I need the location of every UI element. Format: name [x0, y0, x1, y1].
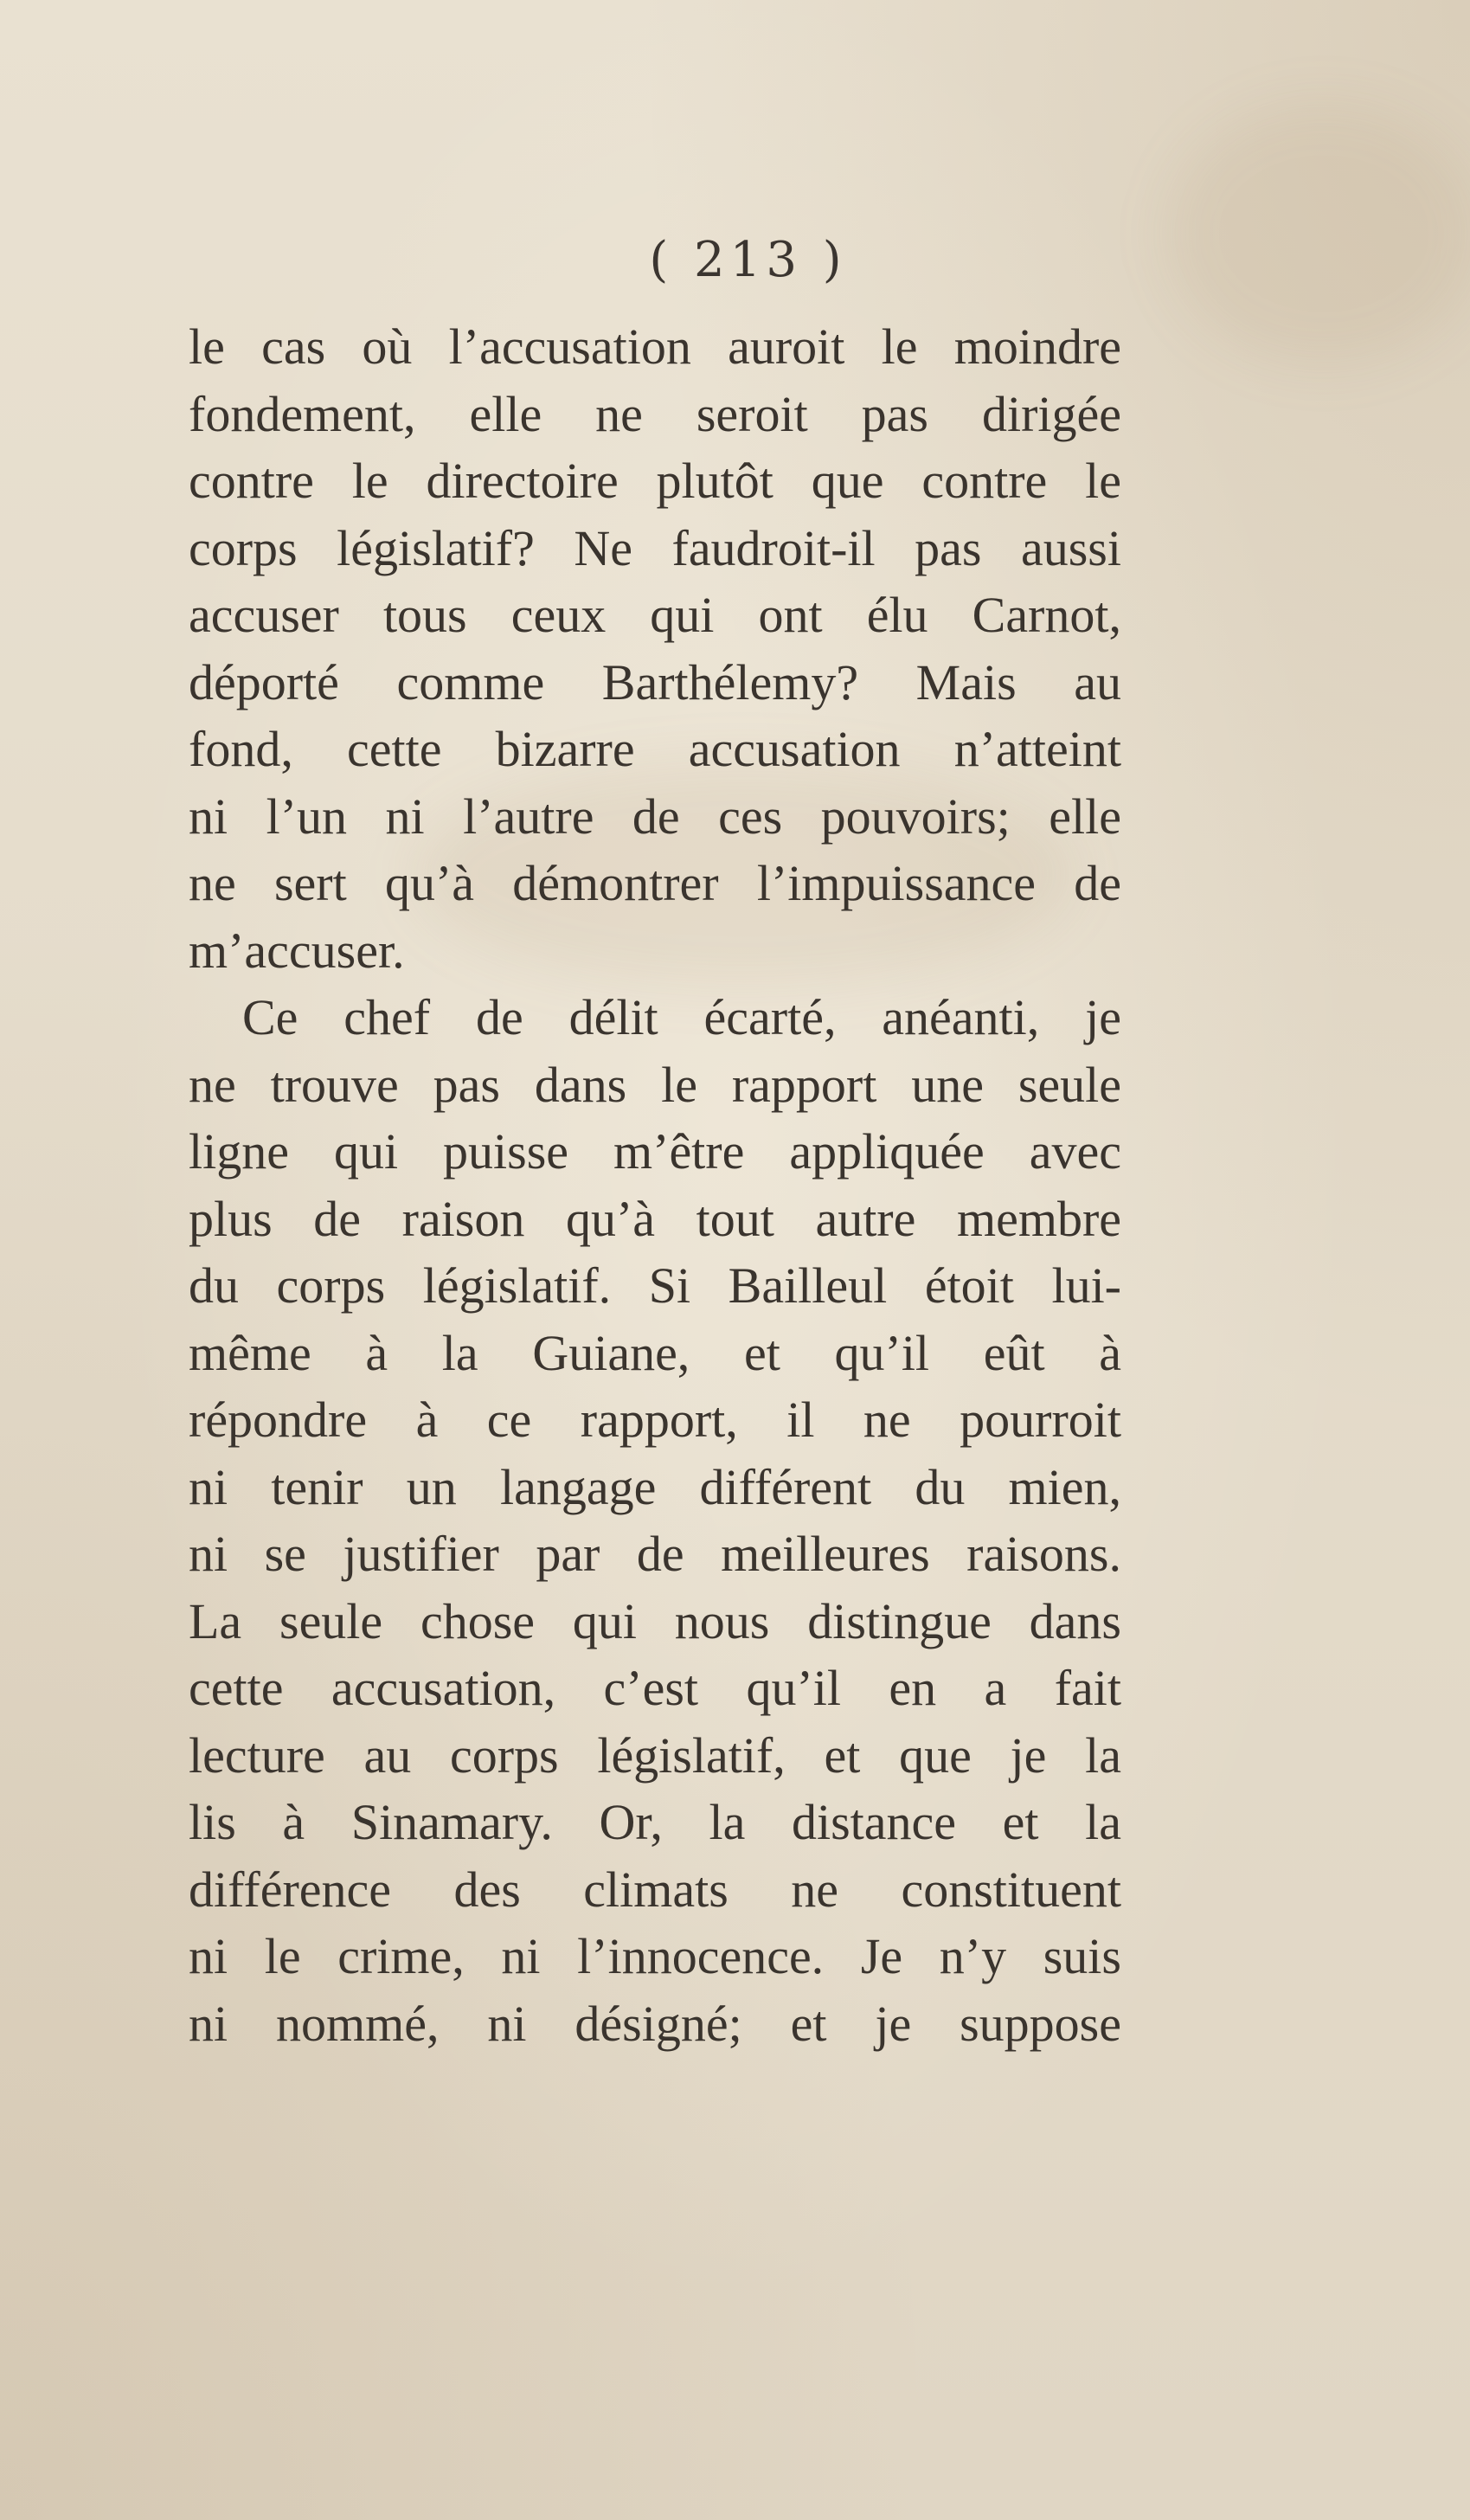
text-line: plus de raison qu’à tout autre membre: [189, 1190, 1121, 1247]
paragraph-start-line: Ce chef de délit écarté, anéanti, je: [242, 989, 1121, 1045]
page-number: ( 213 ): [649, 232, 847, 288]
text-line: du corps législatif. Si Bailleul étoit lui-: [189, 1257, 1121, 1314]
text-line: même à la Guiane, et qu’il eût à: [189, 1324, 1121, 1381]
text-line: différence des climats ne constituent: [189, 1861, 1121, 1918]
text-line: déporté comme Barthélemy? Mais au: [189, 653, 1121, 710]
text-line: corps législatif? Ne faudroit-il pas aussi: [189, 519, 1121, 576]
text-line: cette accusation, c’est qu’il en a fait: [189, 1660, 1121, 1716]
text-line: contre le directoire plutôt que contre le: [189, 453, 1121, 509]
paragraph-end-line: m’accuser.: [189, 922, 405, 979]
text-line: ni le crime, ni l’innocence. Je n’y suis: [189, 1928, 1121, 1984]
text-line: répondre à ce rapport, il ne pourroit: [189, 1392, 1121, 1448]
text-line: ni l’un ni l’autre de ces pouvoirs; elle: [189, 788, 1121, 845]
text-line: le cas où l’accusation auroit le moindre: [189, 318, 1121, 375]
text-line: La seule chose qui nous distingue dans: [189, 1592, 1121, 1649]
text-line: ne sert qu’à démontrer l’impuissance de: [189, 855, 1121, 911]
text-line: lecture au corps législatif, et que je la: [189, 1726, 1121, 1784]
text-line: ni se justifier par de meilleures raisons.: [189, 1526, 1121, 1582]
text-line: ni tenir un langage différent du mien,: [189, 1458, 1121, 1515]
text-line: lis à Sinamary. Or, la distance et la: [189, 1794, 1121, 1850]
text-line: fond, cette bizarre accusation n’atteint: [189, 721, 1121, 777]
text-line: accuser tous ceux qui ont élu Carnot,: [189, 587, 1121, 643]
text-line: ne trouve pas dans le rapport une seule: [189, 1056, 1121, 1113]
text-line: ligne qui puisse m’être appliquée avec: [189, 1123, 1121, 1180]
text-line: ni nommé, ni désigné; et je suppose: [189, 1995, 1121, 2052]
body-text: [189, 313, 1121, 2057]
text-line: fondement, elle ne seroit pas dirigée: [189, 385, 1121, 442]
